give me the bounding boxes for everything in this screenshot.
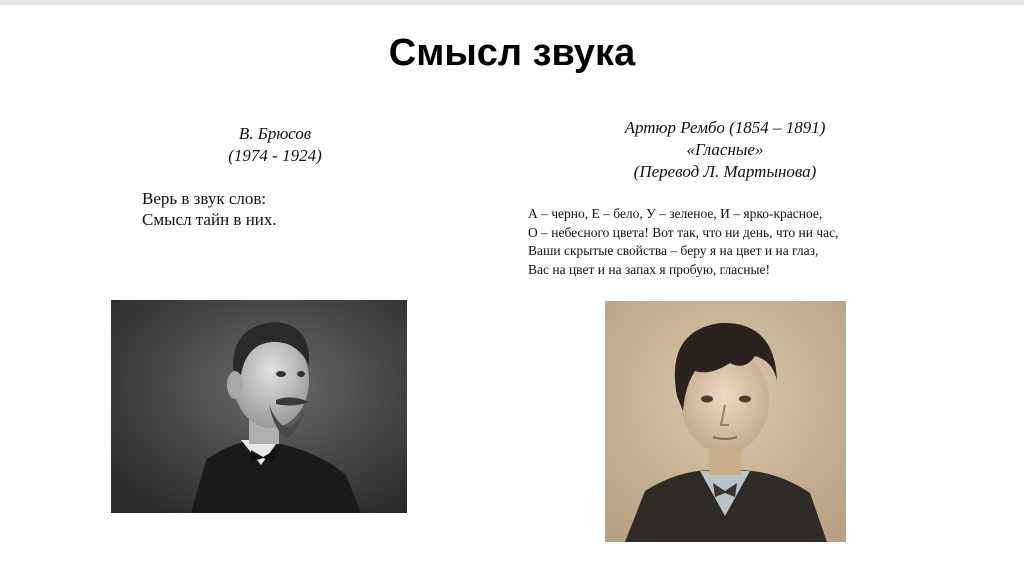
portrait-rimbaud-icon [605, 301, 846, 542]
verse-line: Ваши скрытые свойства – беру я на цвет и на глаз, [528, 243, 819, 258]
slide-top-border [0, 0, 1024, 5]
bryusov-years: (1974 - 1924) [228, 146, 322, 165]
slide-title: Смысл звука [388, 32, 636, 74]
portrait-bryusov-icon [111, 300, 407, 513]
bryusov-heading [180, 123, 370, 167]
rimbaud-heading [560, 117, 890, 183]
bryusov-author: В. Брюсов [238, 124, 312, 143]
bryusov-portrait-photo [111, 300, 407, 513]
rimbaud-verse [528, 205, 839, 279]
verse-line: А – черно, Е – бело, У – зеленое, И – ярко-красное, [528, 206, 823, 221]
verse-line: О – небесного цвета! Вот так, что ни день, что ни час, [528, 224, 839, 240]
rimbaud-translator: (Перевод Л. Мартынова) [633, 162, 817, 181]
rimbaud-portrait-photo [605, 301, 846, 542]
rimbaud-poem-title: «Гласные» [686, 140, 764, 159]
verse-line: Смысл тайн в них. [142, 210, 277, 229]
bryusov-verse [142, 188, 277, 230]
rimbaud-author: Артюр Рембо (1854 – 1891) [624, 118, 826, 137]
verse-line: Верь в звук слов: [142, 189, 267, 208]
verse-line: Вас на цвет и на запах я пробую, гласные! [528, 261, 771, 277]
